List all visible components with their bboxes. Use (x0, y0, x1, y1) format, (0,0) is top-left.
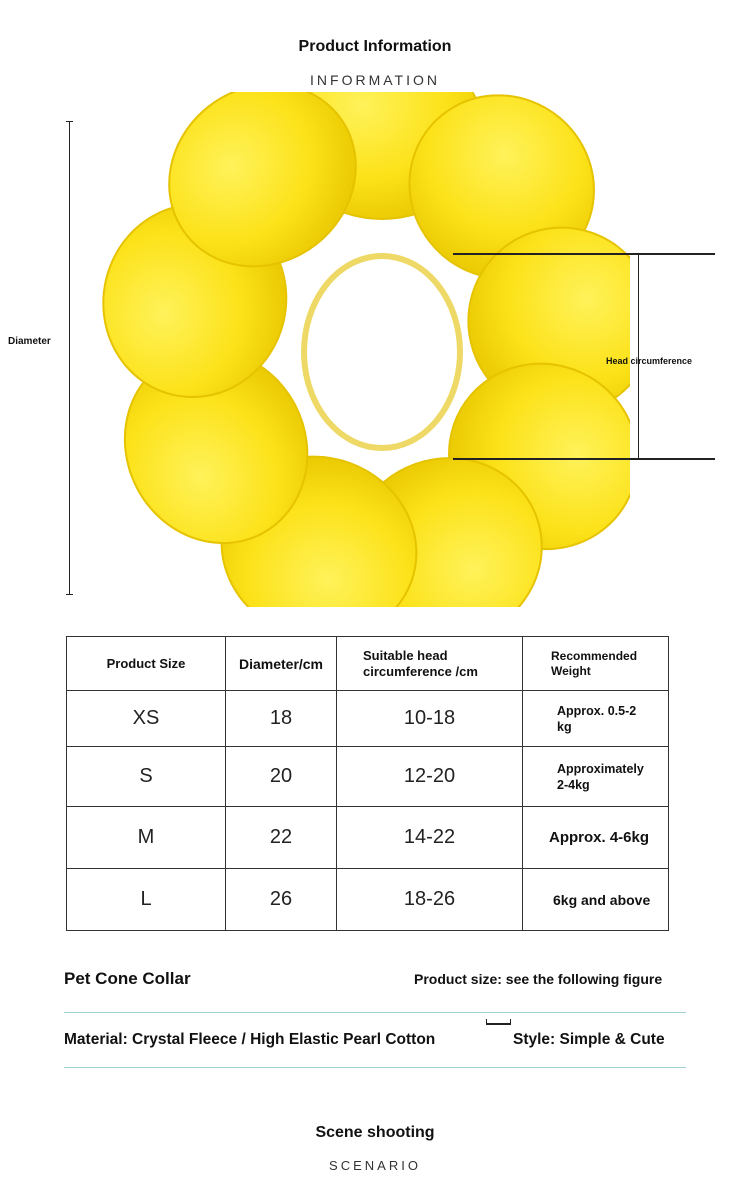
cell-weight: Approximately 2-4kg (523, 747, 669, 807)
cell-weight: Approx. 4-6kg (523, 807, 669, 869)
scene-subtitle: SCENARIO (329, 1158, 421, 1173)
collar-image (90, 92, 630, 607)
cell-size: L (67, 869, 226, 931)
table-row (67, 869, 669, 931)
header-head: Suitable head circumference /cm (337, 637, 523, 691)
product-name: Pet Cone Collar (64, 969, 191, 988)
table-row (67, 691, 669, 747)
header-size: Product Size (67, 637, 226, 691)
cell-diameter: 20 (226, 747, 337, 807)
table-header-row (67, 637, 669, 691)
diameter-line-cap-top (66, 121, 73, 122)
cell-size: S (67, 747, 226, 807)
cell-size: XS (67, 691, 226, 747)
head-line-bottom (453, 458, 715, 460)
cell-weight: Approx. 0.5-2 kg (523, 691, 669, 747)
table-row (67, 807, 669, 869)
cell-head: 14-22 (337, 807, 523, 869)
diameter-line (69, 121, 70, 595)
header-weight: Recommended Weight (523, 637, 669, 691)
size-table (66, 636, 669, 931)
head-circumference-label: Head circumference (606, 356, 693, 366)
cell-head: 18-26 (337, 869, 523, 931)
bracket-mark (486, 1023, 511, 1025)
cell-diameter: 26 (226, 869, 337, 931)
cell-diameter: 22 (226, 807, 337, 869)
page-subtitle: INFORMATION (310, 72, 440, 88)
cell-head: 10-18 (337, 691, 523, 747)
style: Style: Simple & Cute (513, 1031, 665, 1048)
page-title: Product Information (298, 38, 452, 55)
table-row (67, 747, 669, 807)
scene-title: Scene shooting (315, 1124, 435, 1141)
cell-head: 12-20 (337, 747, 523, 807)
divider-1 (64, 1012, 686, 1013)
cell-weight: 6kg and above (523, 869, 669, 931)
cell-size: M (67, 807, 226, 869)
diameter-label: Diameter (8, 336, 51, 347)
header-diameter: Diameter/cm (226, 637, 337, 691)
head-line-top (453, 253, 715, 255)
divider-2 (64, 1067, 686, 1068)
diameter-line-cap-bottom (66, 594, 73, 595)
size-note: Product size: see the following figure (414, 971, 663, 987)
cell-diameter: 18 (226, 691, 337, 747)
material: Material: Crystal Fleece / High Elastic Pearl Cotton (64, 1031, 436, 1048)
